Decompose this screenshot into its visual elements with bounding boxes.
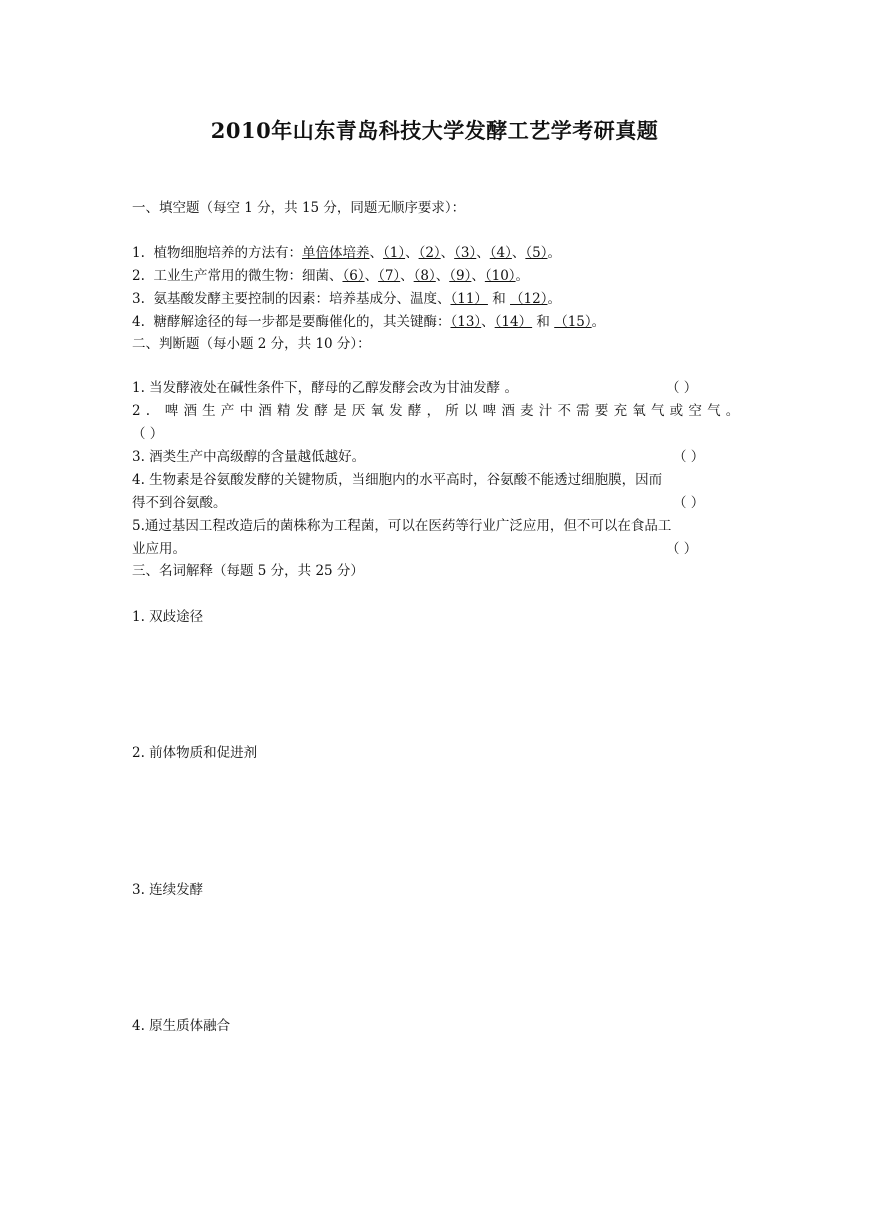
separator: 、	[481, 314, 495, 330]
blank-8: （8）	[413, 268, 436, 284]
answer-parentheses: （ ）	[132, 426, 164, 442]
conjunction: 和	[492, 291, 506, 307]
question-text: 工业生产常用的微生物：细菌、	[153, 268, 343, 284]
term-item-1: 1. 双歧途径	[132, 609, 204, 625]
judge-question-3: 3. 酒类生产中高级醇的含量越低越好。	[132, 449, 366, 465]
blank-10: （10）	[484, 268, 516, 284]
blank-3: （3）	[454, 245, 477, 261]
document-title: 2010年山东青岛科技大学发酵工艺学考研真题	[210, 118, 659, 143]
blank-5: （5）	[525, 245, 548, 261]
blank-9: （9）	[449, 268, 472, 284]
section2-heading: 二、判断题（每小题 2 分，共 10 分）：	[132, 336, 371, 352]
conjunction: 和	[536, 314, 550, 330]
period: 。	[591, 314, 606, 330]
judge-question-2: 2. 啤酒生产中酒精发酵是厌氧发酵，所以啤酒麦汁不需要充氧气或空气。	[132, 403, 745, 419]
section3-heading: 三、名词解释（每题 5 分，共 25 分）	[132, 563, 364, 579]
blank-12: （12）	[510, 291, 548, 307]
judge-question-5-line-2: 业应用。	[132, 541, 186, 557]
blank-6: （6）	[342, 268, 365, 284]
blank-1: （1）	[382, 245, 406, 261]
answer-example: 单倍体培养	[301, 245, 370, 261]
fill-question-2	[132, 266, 742, 286]
separator: 、	[435, 268, 450, 284]
blank-11: （11）	[450, 291, 488, 307]
question-number: 2.	[132, 268, 145, 284]
blank-7: （7）	[378, 268, 401, 284]
blank-15: （15）	[554, 314, 592, 330]
separator: 、	[476, 245, 490, 261]
answer-parentheses: （ ）	[673, 495, 705, 511]
judge-question-4-line-1: 4. 生物素是谷氨酸发酵的关键物质，当细胞内的水平高时，谷氨酸不能透过细胞膜，因而	[132, 472, 663, 488]
separator: 、	[369, 245, 383, 261]
fill-question-1	[132, 243, 742, 263]
fill-question-4	[132, 312, 742, 332]
period: 。	[547, 291, 561, 307]
blank-2: （2）	[418, 245, 441, 261]
judge-question-5-line-1: 5.通过基因工程改造后的菌株称为工程菌，可以在医药等行业广泛应用，但不可以在食品工	[132, 518, 672, 534]
term-item-2: 2. 前体物质和促进剂	[132, 745, 258, 761]
period: 。	[547, 245, 561, 261]
separator: 、	[364, 268, 379, 284]
section1-heading: 一、填空题（每空 1 分，共 15 分，同题无顺序要求）：	[132, 200, 466, 216]
answer-parentheses: （ ）	[673, 449, 705, 465]
term-item-3: 3. 连续发酵	[132, 882, 204, 898]
separator: 、	[471, 268, 485, 284]
judge-question-1: 1. 当发酵液处在碱性条件下，酵母的乙醇发酵会改为甘油发酵 。	[132, 380, 518, 396]
question-number: 4.	[132, 314, 145, 330]
question-text: 植物细胞培养的方法有：	[153, 245, 302, 261]
question-text: 糖酵解途径的每一步都是要酶催化的，其关键酶：	[153, 314, 451, 330]
question-text: 氨基酸发酵主要控制的因素：培养基成分、温度、	[153, 291, 451, 307]
blank-13: （13）	[450, 314, 482, 330]
blank-4: （4）	[489, 245, 512, 261]
answer-parentheses: （ ）	[666, 541, 698, 557]
term-item-4: 4. 原生质体融合	[132, 1018, 231, 1034]
answer-parentheses: （ ）	[666, 380, 698, 396]
separator: 、	[405, 245, 419, 261]
separator: 、	[400, 268, 414, 284]
judge-question-4-line-2: 得不到谷氨酸。	[132, 495, 227, 511]
blank-14: （14）	[494, 314, 533, 330]
period: 。	[515, 268, 530, 284]
separator: 、	[440, 245, 455, 261]
separator: 、	[511, 245, 526, 261]
question-number: 3.	[132, 291, 145, 307]
question-number: 1.	[132, 245, 145, 261]
fill-question-3	[132, 289, 742, 309]
